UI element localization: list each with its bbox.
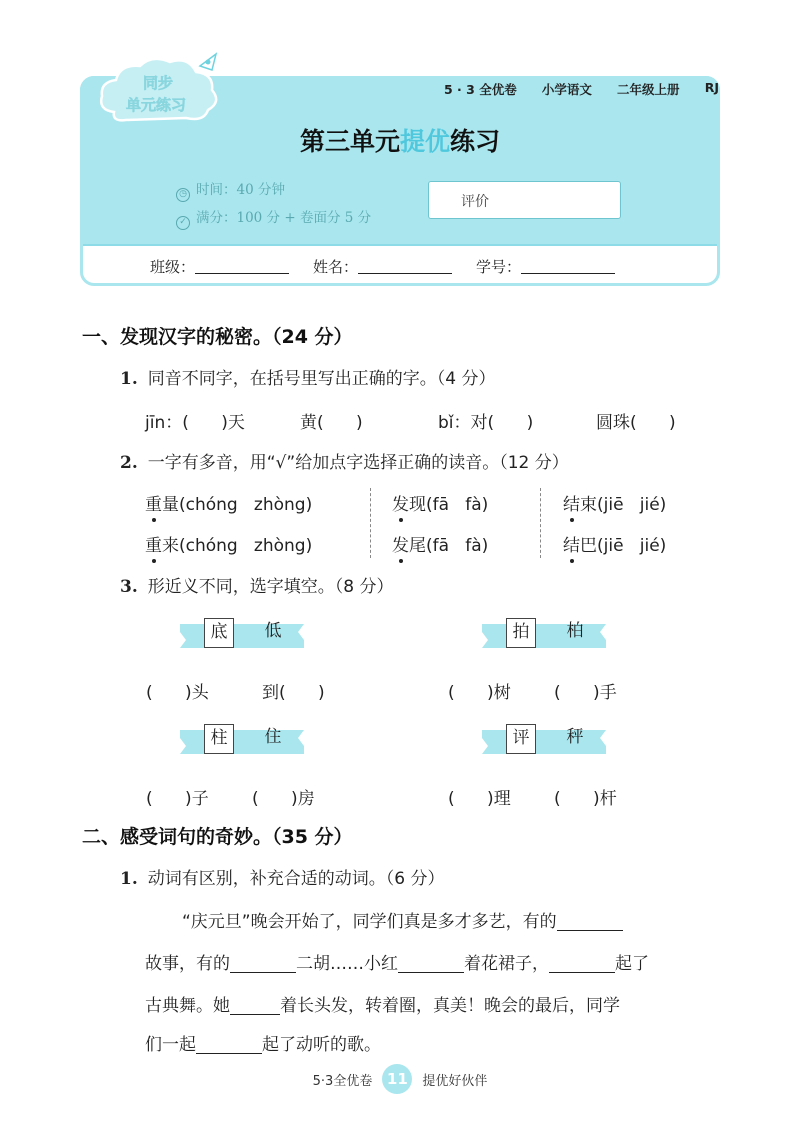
char-option: 低 <box>264 621 282 641</box>
column-divider <box>540 488 541 558</box>
fill-blank[interactable]: ( )杆 <box>554 789 617 809</box>
q2-item[interactable]: 结巴(jiē jié) <box>563 536 667 556</box>
column-divider <box>370 488 371 558</box>
word-ribbon <box>482 614 606 654</box>
s2-q1-prompt: 1. 动词有区别，补充合适的动词。（6 分） <box>120 869 445 889</box>
q1-prompt: 1. 同音不同字，在括号里写出正确的字。（4 分） <box>120 369 496 389</box>
badge-line2: 单元练习 <box>125 96 187 114</box>
answer-blank[interactable] <box>557 913 623 931</box>
fill-blank[interactable]: ( )子 <box>146 789 209 809</box>
fill-blank[interactable]: ( )树 <box>448 683 511 703</box>
fill-blank[interactable]: ( )手 <box>554 683 617 703</box>
answer-blank[interactable] <box>398 955 464 973</box>
footer-slogan: 提优好伙伴 <box>422 1073 488 1089</box>
word-ribbon <box>180 614 304 654</box>
page-title: 第三单元提优练习 <box>299 127 501 156</box>
q3-prompt: 3. 形近义不同，选字填空。（8 分） <box>120 577 394 597</box>
char-option: 拍 <box>506 618 536 648</box>
word-ribbon <box>482 720 606 760</box>
page-number: 11 <box>382 1064 412 1094</box>
book-meta <box>444 80 719 98</box>
char-option: 评 <box>506 724 536 754</box>
subject: 小学语文 <box>541 82 592 97</box>
grade: 二年级上册 <box>617 82 680 97</box>
q1-item-b[interactable]: 黄( ) <box>300 413 363 433</box>
clock-icon: ◷ <box>176 188 190 202</box>
passage-line-4: 们一起 起了动听的歌。 <box>145 1035 381 1055</box>
student-fields <box>150 256 615 277</box>
fill-blank[interactable]: ( )理 <box>448 789 511 809</box>
word-ribbon <box>180 720 304 760</box>
section-2-title: 二、感受词句的奇妙。（35 分） <box>82 826 353 848</box>
rating-box[interactable]: 评价 <box>428 181 621 219</box>
header-divider <box>83 244 717 246</box>
unit-badge-cloud <box>96 50 224 130</box>
q1-item-d[interactable]: 圆珠( ) <box>596 413 676 433</box>
class-field[interactable]: 班级： <box>150 256 289 277</box>
score-info: ✓ 满分：100 分 + 卷面分 5 分 <box>176 206 371 230</box>
badge-line1: 同步 <box>142 74 174 92</box>
fill-blank[interactable]: ( )头 <box>146 683 209 703</box>
q2-item[interactable]: 重量(chóng zhòng) <box>145 495 313 515</box>
passage-line-2: 故事，有的 二胡……小红 着花裙子， 起了 <box>145 954 649 974</box>
char-option: 柏 <box>566 621 584 641</box>
char-option: 柱 <box>204 724 234 754</box>
series-name: 5 · 3 全优卷 <box>444 82 517 97</box>
passage-line-1: “庆元旦”晚会开始了，同学们真是多才多艺，有的 <box>182 907 623 932</box>
q2-item[interactable]: 发尾(fā fà) <box>392 536 489 556</box>
passage-line-3: 古典舞。她 着长头发，转着圈，真美！晚会的最后，同学 <box>145 996 620 1016</box>
footer-series: 5·3全优卷 <box>312 1073 373 1089</box>
name-field[interactable]: 姓名： <box>313 256 452 277</box>
answer-blank[interactable] <box>196 1036 262 1054</box>
edition: RJ <box>704 80 719 95</box>
q1-item-a[interactable]: jīn：( )天 <box>145 413 245 433</box>
char-option: 秤 <box>566 727 584 747</box>
time-info: ◷ 时间：40 分钟 <box>176 178 285 202</box>
char-option: 住 <box>264 727 282 747</box>
page-footer <box>0 1064 800 1094</box>
fill-blank[interactable]: ( )房 <box>252 789 315 809</box>
q2-item[interactable]: 重来(chóng zhòng) <box>145 536 313 556</box>
answer-blank[interactable] <box>230 955 296 973</box>
student-id-field[interactable]: 学号： <box>476 256 615 277</box>
q2-item[interactable]: 结束(jiē jié) <box>563 495 667 515</box>
fill-blank[interactable]: 到( ) <box>262 683 325 703</box>
section-1-title: 一、发现汉字的秘密。（24 分） <box>82 326 353 348</box>
char-option: 底 <box>204 618 234 648</box>
title-highlight: 提优 <box>399 127 450 156</box>
answer-blank[interactable] <box>549 955 615 973</box>
q2-item[interactable]: 发现(fā fà) <box>392 495 489 515</box>
answer-blank[interactable] <box>230 997 280 1015</box>
q2-prompt: 2. 一字有多音，用“√”给加点字选择正确的读音。（12 分） <box>120 453 569 473</box>
check-icon: ✓ <box>176 216 190 230</box>
q1-item-c[interactable]: bǐ：对( ) <box>438 413 534 433</box>
